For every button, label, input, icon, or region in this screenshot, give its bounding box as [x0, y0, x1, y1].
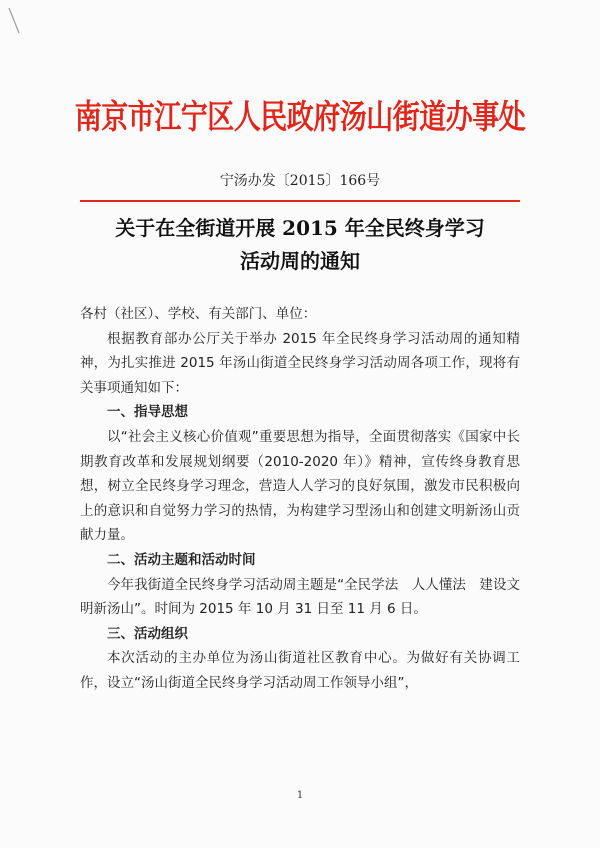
section-2-paragraph: 今年我街道全民终身学习活动周主题是“全民学法 人人懂法 建设文明新汤山”。时间为 2015 年 10 月 31 日至 11 月 6 日。 — [80, 576, 520, 618]
corner-stroke-mark — [6, 6, 22, 36]
issuer-header: 南京市江宁区人民政府汤山街道办事处 — [74, 98, 526, 137]
salutation: 各村（社区）、学校、有关部门、单位： — [80, 306, 317, 322]
section-3-paragraph: 本次活动的主办单位为汤山街道社区教育中心。为做好有关协调工作，设立“汤山街道全民终身学习活动周工作领导小组”， — [80, 650, 520, 691]
document-title — [0, 212, 600, 278]
section-heading-2: 二、活动主题和活动时间 — [107, 551, 256, 568]
title-line-1: 关于在全街道开展 2015 年全民终身学习 — [115, 216, 485, 240]
document-number: 宁汤办发〔2015〕166号 — [219, 173, 381, 189]
section-heading-3: 三、活动组织 — [107, 625, 188, 642]
red-divider-line — [80, 200, 520, 202]
document-body — [80, 302, 520, 696]
intro-paragraph: 根据教育部办公厅关于举办 2015 年全民终身学习活动周的通知精神，为扎实推进 2015 年汤山街道全民终身学习活动周各项工作，现将有关事项通知如下： — [80, 330, 520, 396]
page-number: 1 — [296, 790, 304, 801]
section-heading-1: 一、指导思想 — [107, 404, 188, 421]
title-line-2: 活动周的通知 — [240, 249, 360, 273]
section-1-paragraph: 以“社会主义核心价值观”重要思想为指导，全面贯彻落实《国家中长期教育改革和发展规划纲要（2010-2020 年）》精神，宣传终身教育思想，树立全民终身学习理念，营造人人学习的良好氛围，激发市民积极向上的意识和自觉努力学习的热情，为构建学习型汤山和创建文明新汤山贡献力量。 — [80, 428, 520, 544]
